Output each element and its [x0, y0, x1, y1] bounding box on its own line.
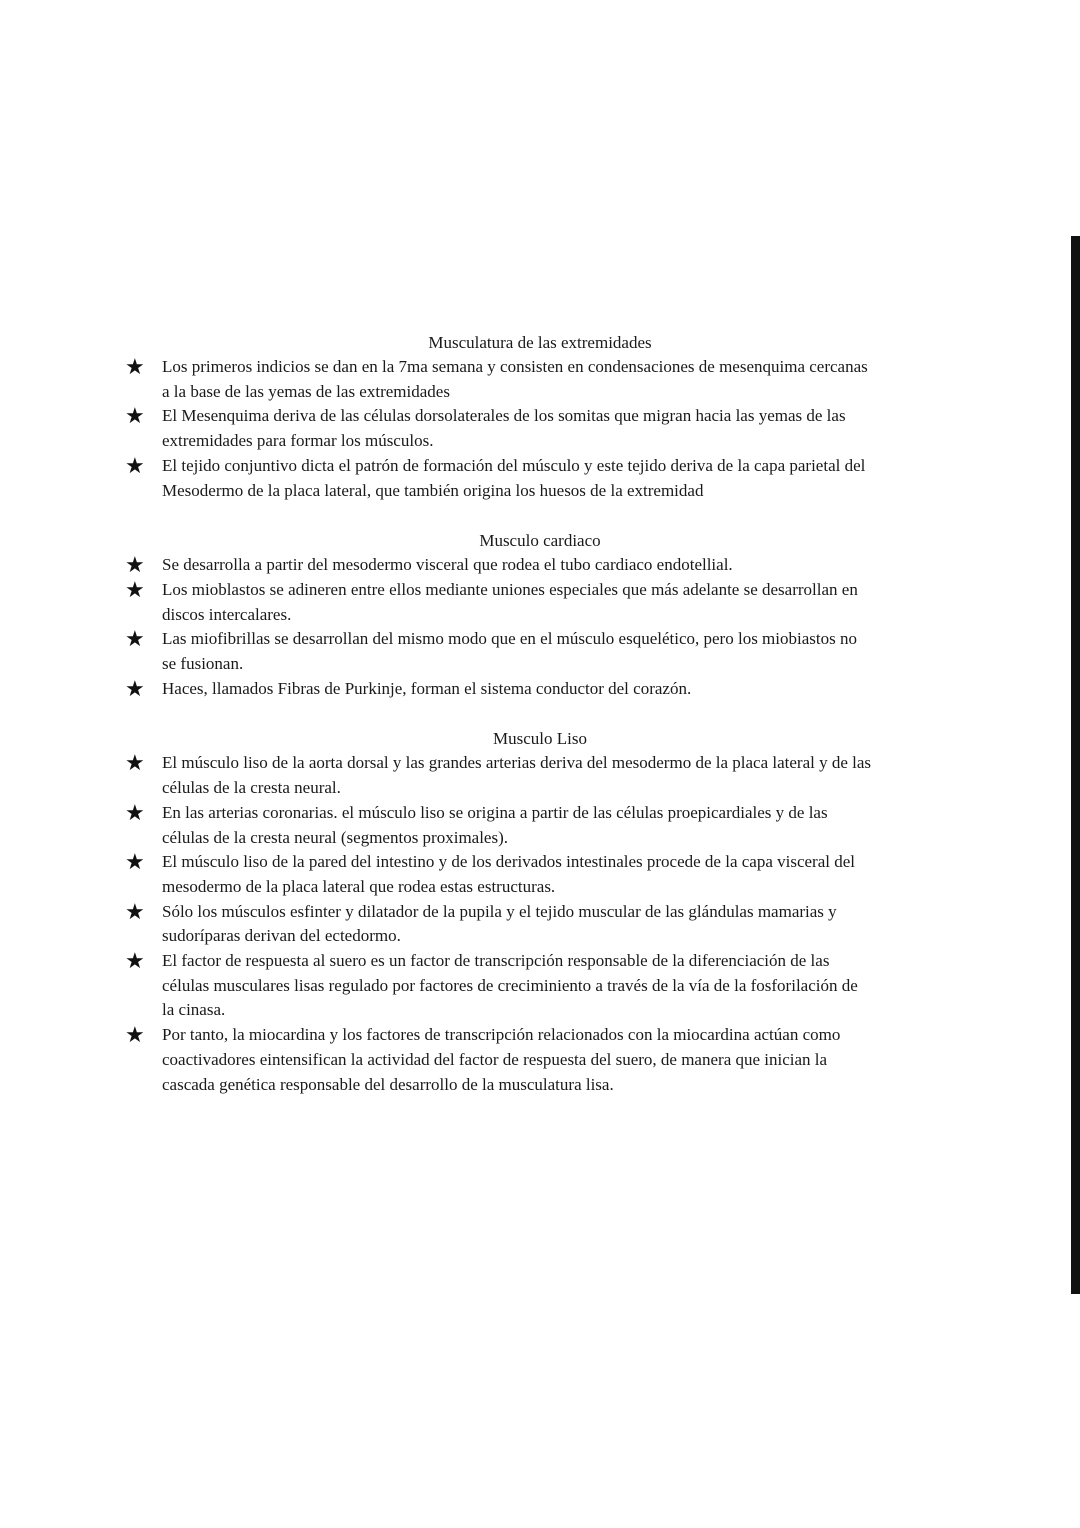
scan-border-edge — [1071, 236, 1080, 1294]
star-icon: ★ — [125, 675, 145, 701]
section-title: Musculatura de las extremidades — [428, 333, 652, 352]
section-musculo-cardiaco — [0, 528, 1060, 701]
list-item — [0, 949, 872, 1023]
list-item-text: El Mesenquima deriva de las células dorsolaterales de los somitas que migran hacia las yemas de las extremidades para formar los músculos. — [162, 406, 846, 451]
star-icon: ★ — [125, 403, 145, 429]
list-item — [0, 751, 872, 800]
list-item-text: Los primeros indicios se dan en la 7ma semana y consisten en condensaciones de mesenquima cercanas a la base de las yemas de las extremidades — [162, 357, 868, 401]
list-item — [0, 850, 872, 899]
document-page — [0, 330, 1060, 1097]
section-title: Musculo cardiaco — [479, 531, 601, 551]
star-icon: ★ — [125, 750, 145, 776]
star-icon: ★ — [125, 1022, 145, 1048]
star-icon: ★ — [125, 452, 145, 478]
list-item-text: El factor de respuesta al suero es un factor de transcripción responsable de la diferenciación de las células musculares lisas regulado por factores de creciminiento a través de la vía de la fosforilación de la cinasa. — [162, 951, 858, 1020]
list-item — [0, 404, 872, 453]
list-item — [0, 801, 872, 850]
star-icon: ★ — [125, 948, 145, 974]
list-item-text: Haces, llamados Fibras de Purkinje, forman el sistema conductor del corazón. — [162, 678, 692, 698]
list-item-text: Por tanto, la miocardina y los factores de transcripción relacionados con la miocardina actúan como coactivadores eintensifican la actividad del factor de respuesta del suero, de manera que inician la cascada genética responsable del desarrollo de la musculatura lisa. — [162, 1025, 841, 1094]
list-item — [0, 553, 872, 578]
star-icon: ★ — [125, 799, 145, 825]
list-item — [0, 677, 872, 702]
list-item — [0, 454, 872, 503]
section-musculatura-extremidades — [0, 330, 1060, 503]
star-icon: ★ — [125, 354, 145, 379]
list-item — [0, 900, 872, 949]
list-item-text: Se desarrolla a partir del mesodermo visceral que rodea el tubo cardiaco endotellial. — [162, 555, 733, 575]
star-icon: ★ — [125, 849, 145, 875]
star-icon: ★ — [125, 898, 145, 924]
list-item-text: Los mioblastos se adineren entre ellos mediante uniones especiales que más adelante se desarrollan en discos intercalares. — [162, 579, 858, 624]
list-item-text: El músculo liso de la aorta dorsal y las grandes arterias deriva del mesodermo de la placa lateral y de las células de la cresta neural. — [162, 753, 872, 798]
list-item — [0, 1023, 872, 1097]
list-item-text: Sólo los músculos esfinter y dilatador de la pupila y el tejido muscular de las glándulas mamarias y sudoríparas derivan del ectedormo. — [162, 901, 837, 946]
star-icon: ★ — [125, 626, 145, 652]
star-icon: ★ — [125, 552, 145, 578]
section-title: Musculo Liso — [493, 729, 587, 749]
section-musculo-liso — [0, 726, 1060, 1097]
list-item-text: En las arterias coronarias. el músculo liso se origina a partir de las células proepicardiales y de las células de la cresta neural (segmentos proximales). — [162, 802, 828, 847]
list-item-text: Las miofibrillas se desarrollan del mismo modo que en el músculo esquelético, pero los miobiastos no se fusionan. — [162, 629, 857, 674]
list-item — [0, 355, 872, 404]
list-item-text: El músculo liso de la pared del intestino y de los derivados intestinales procede de la capa visceral del mesodermo de la placa lateral que rodea estas estructuras. — [162, 852, 855, 896]
star-icon: ★ — [125, 576, 145, 602]
list-item — [0, 627, 872, 676]
list-item — [0, 578, 872, 627]
list-item-text: El tejido conjuntivo dicta el patrón de formación del músculo y este tejido deriva de la capa parietal del Mesodermo de la placa lateral, que también origina los huesos de la extremidad — [162, 455, 866, 500]
